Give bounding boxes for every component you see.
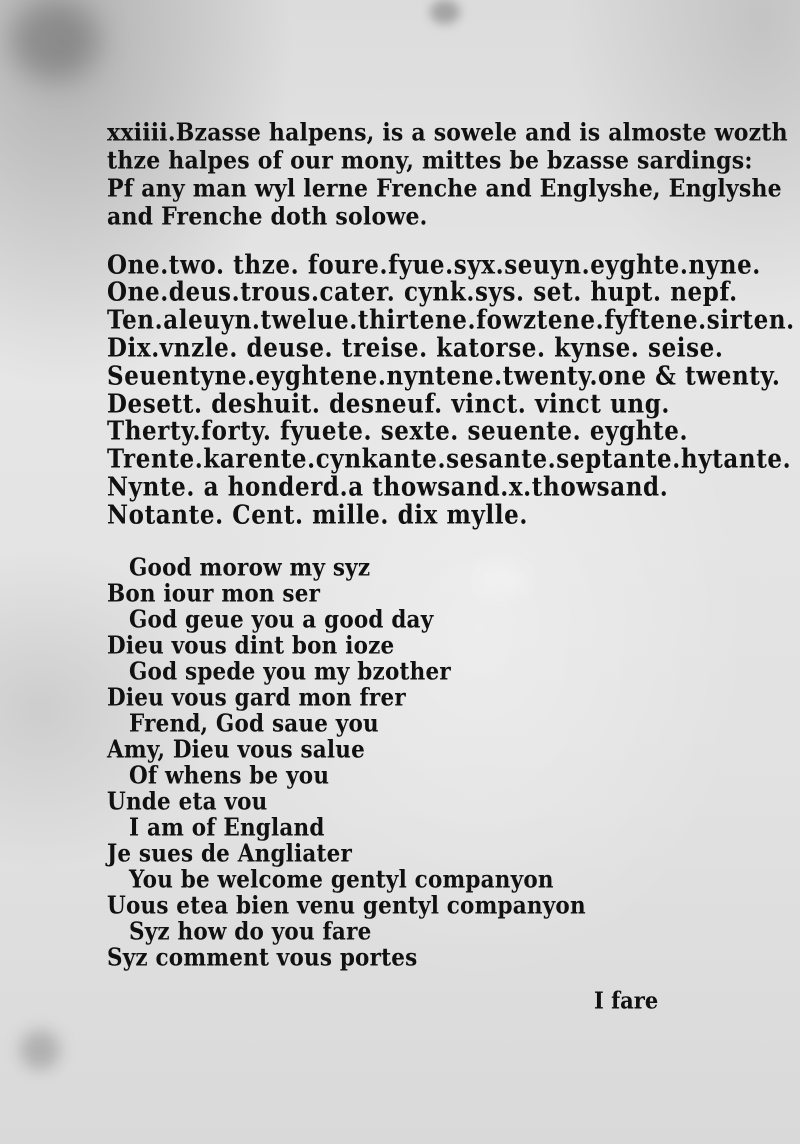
intro-line: xxiiii.Bzasse halpens, is a sowele and is almoste wozth (107, 118, 788, 148)
dialogue-line-english: Of whens be you (129, 762, 330, 790)
dialogue-line-english: Good morow my syz (129, 554, 371, 582)
catchword: I fare (594, 986, 659, 1014)
intro-line: and Frenche doth solowe. (107, 202, 428, 232)
numerals-line-english: Seuentyne.eyghtene.nyntene.twenty.one & twenty. (107, 361, 781, 392)
dialogue-line-french: Syz comment vous portes (107, 944, 418, 972)
dialogue-line-english: Frend, God saue you (129, 710, 379, 738)
dialogue-line-english: God geue you a good day (129, 606, 434, 634)
intro-line: thze halpes of our mony, mittes be bzasse sardings: (107, 146, 753, 176)
dialogue-line-french: Je sues de Angliater (107, 840, 353, 868)
page-stain (470, 560, 530, 600)
page-stain (10, 0, 100, 80)
numerals-line-french: Notante. Cent. mille. dix mylle. (107, 500, 528, 531)
page-stain (430, 0, 460, 24)
numerals-line-english: One.two. thze. foure.fyue.syx.seuyn.eyghte.nyne. (107, 250, 761, 281)
numerals-line-french: Trente.karente.cynkante.sesante.septante.hytante. (107, 444, 792, 475)
dialogue-line-french: Dieu vous gard mon frer (107, 684, 406, 712)
dialogue-line-french: Dieu vous dint bon ioze (107, 632, 395, 660)
dialogue-line-french: Amy, Dieu vous salue (107, 736, 366, 764)
dialogue-line-english: You be welcome gentyl companyon (129, 866, 554, 894)
numerals-line-english: Therty.forty. fyuete. sexte. seuente. eyghte. (107, 416, 689, 447)
page-stain (20, 1030, 60, 1070)
dialogue-line-french: Uous etea bien venu gentyl companyon (107, 892, 586, 920)
numerals-line-french: Dix.vnzle. deuse. treise. katorse. kynse. seise. (107, 333, 724, 364)
dialogue-line-english: I am of England (129, 814, 325, 842)
dialogue-line-english: God spede you my bzother (129, 658, 451, 686)
dialogue-line-french: Bon iour mon ser (107, 580, 321, 608)
intro-line: Pf any man wyl lerne Frenche and Englyshe, Englyshe (107, 174, 782, 204)
dialogue-line-french: Unde eta vou (107, 788, 268, 816)
numerals-line-french: Desett. deshuit. desneuf. vinct. vinct ung. (107, 389, 670, 420)
numerals-line-english: Ten.aleuyn.twelue.thirtene.fowztene.fyftene.sirten. (107, 305, 795, 336)
dialogue-line-english: Syz how do you fare (129, 918, 372, 946)
numerals-line-english: Nynte. a honderd.a thowsand.x.thowsand. (107, 472, 669, 503)
numerals-line-french: One.deus.trous.cater. cynk.sys. set. hupt. nepf. (107, 277, 738, 308)
